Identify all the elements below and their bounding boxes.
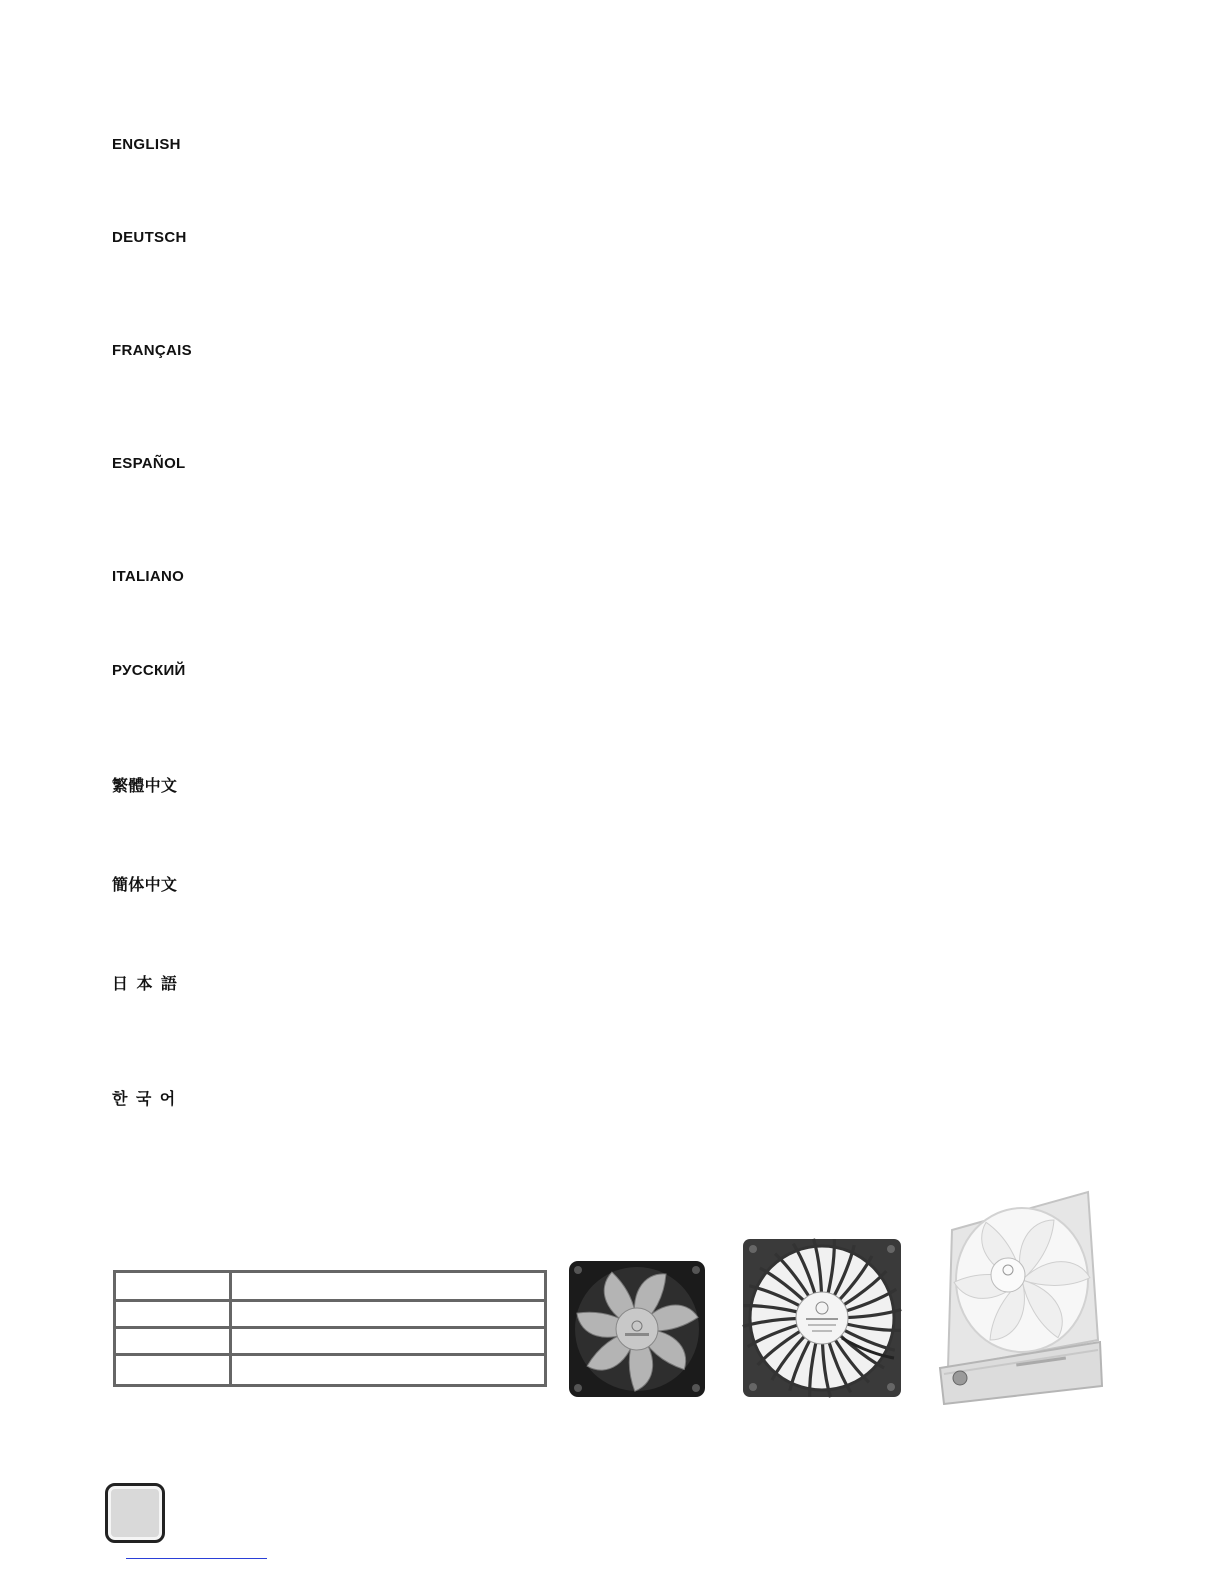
lang-francais[interactable]: FRANÇAIS <box>112 342 192 359</box>
table-cell <box>231 1272 546 1301</box>
table-cell <box>231 1301 546 1328</box>
table-cell <box>231 1355 546 1386</box>
spec-table <box>113 1270 547 1387</box>
table-cell <box>115 1301 231 1328</box>
lang-english[interactable]: ENGLISH <box>112 136 181 153</box>
table-row <box>115 1328 546 1355</box>
lang-traditional-chinese[interactable]: 繁體中文 <box>112 778 178 795</box>
lang-russian[interactable]: РУССКИЙ <box>112 662 186 679</box>
lang-italiano[interactable]: ITALIANO <box>112 568 185 585</box>
table-cell <box>231 1328 546 1355</box>
table-cell <box>115 1272 231 1301</box>
table-row <box>115 1272 546 1301</box>
lang-japanese[interactable]: 日 本 語 <box>112 976 179 993</box>
grille-fan-image <box>742 1238 902 1398</box>
table-cell <box>115 1355 231 1386</box>
white-fan-bracket-image <box>938 1190 1108 1405</box>
page-number-tab <box>105 1483 165 1543</box>
lang-korean[interactable]: 한 국 어 <box>112 1091 178 1108</box>
table-cell <box>115 1328 231 1355</box>
black-fan-image <box>568 1260 706 1398</box>
lang-deutsch[interactable]: DEUTSCH <box>112 229 187 246</box>
table-row <box>115 1301 546 1328</box>
lang-simplified-chinese[interactable]: 簡体中文 <box>112 877 178 894</box>
footer-rule <box>126 1558 267 1559</box>
lang-espanol[interactable]: ESPAÑOL <box>112 455 186 472</box>
table-row <box>115 1355 546 1386</box>
